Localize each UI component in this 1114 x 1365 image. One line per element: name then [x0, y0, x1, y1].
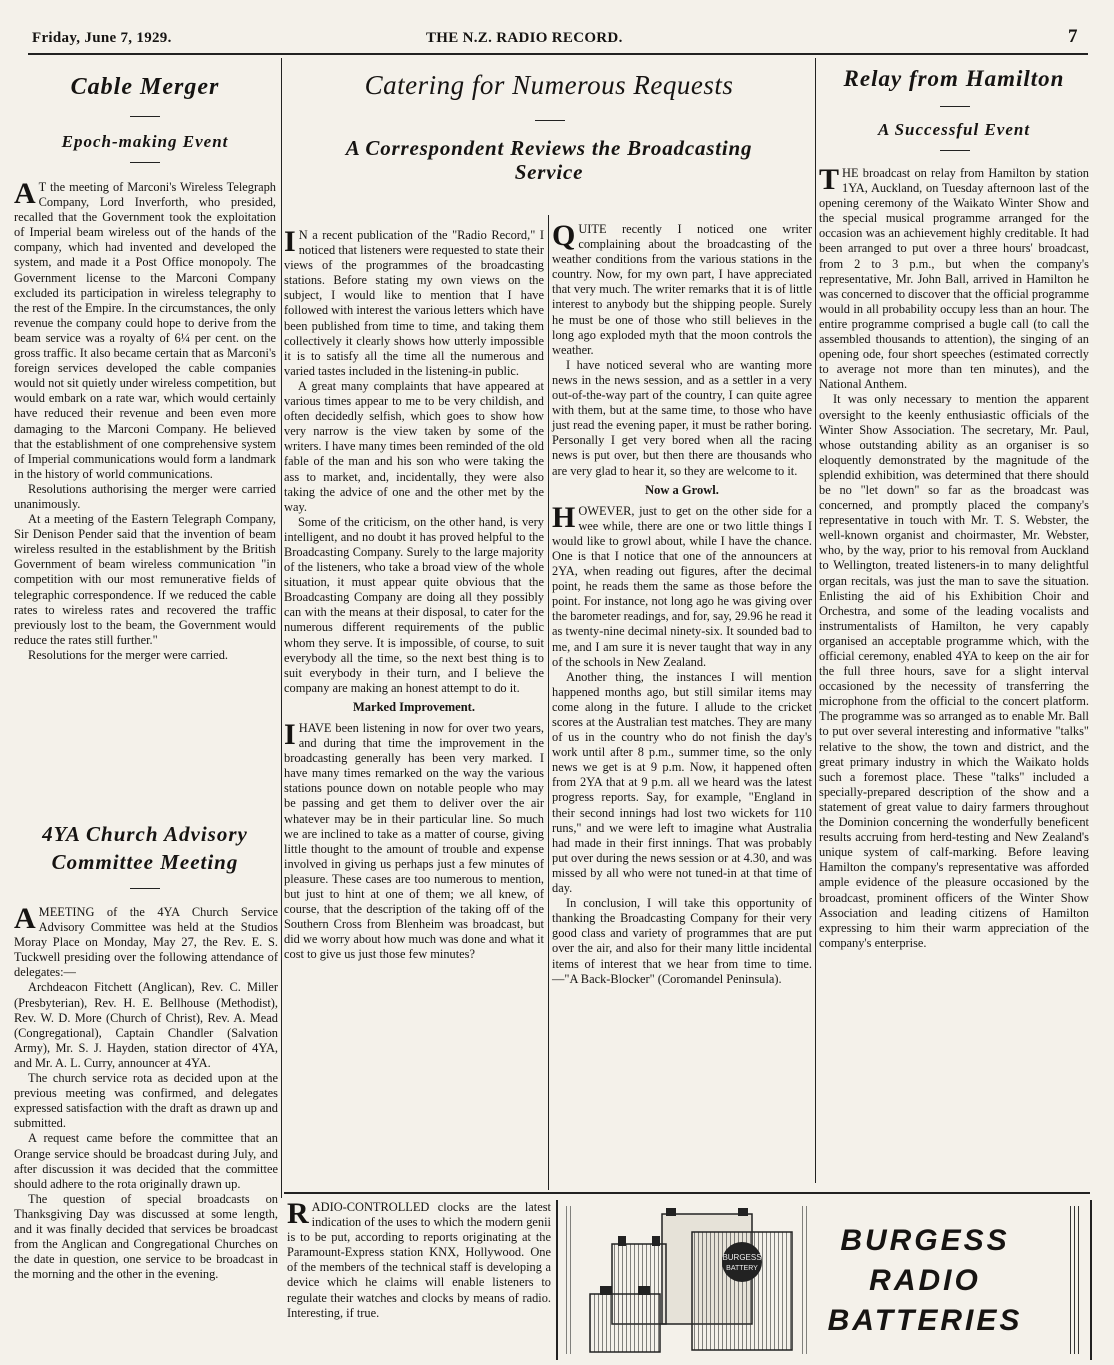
dropcap: I [284, 718, 296, 751]
dropcap: A [14, 902, 36, 935]
masthead-title: THE N.Z. RADIO RECORD. [426, 30, 623, 46]
battery-label-2: BATTERY [726, 1265, 758, 1272]
ad-line-1: BURGESS [840, 1224, 1010, 1257]
column-rule [815, 58, 816, 1183]
dropcap: R [287, 1197, 309, 1230]
dropcap: Q [552, 219, 576, 252]
battery-illustration [562, 1202, 812, 1358]
divider [940, 106, 970, 107]
catering-headline: Catering for Numerous Requests [364, 70, 734, 100]
ad-border-pattern [1070, 1206, 1082, 1354]
cable-merger-subheadline: Epoch-making Event [61, 132, 229, 151]
relay-subheadline: A Successful Event [877, 120, 1031, 139]
subheading: Marked Improvement. [353, 699, 475, 714]
ad-top-rule [284, 1192, 1090, 1194]
column-rule [548, 215, 549, 1190]
masthead-rule [28, 53, 1088, 55]
dropcap: A [14, 177, 36, 210]
divider [130, 888, 160, 889]
divider [535, 120, 565, 121]
ad-line-3: BATTERIES [827, 1304, 1023, 1337]
divider [130, 116, 160, 117]
dropcap: I [284, 225, 296, 258]
divider [940, 150, 970, 151]
divider [130, 162, 160, 163]
catering-subheadline-line2: Service [514, 160, 584, 184]
dropcap: T [819, 163, 840, 196]
cable-merger-headline: Cable Merger [70, 74, 220, 100]
dropcap: H [552, 500, 576, 534]
cable-merger-article: A T the meeting of Marconi's Wireless Telegraph Company, Lord Inverforth, who presided, recalled that the Government took the exploitation of Imperial beam wireless out of the hands of the company, which had invented and developed the system, and made it a Post Office monopoly. The Government license to the Marconi Company excluded its participation in wireless telegraphy to the rest of the Empire. In the circumstances, the only revenue the company could hope to derive from the beam service was a royalty of 6¼ per cent. on the gross traffic. It also became certain that as Marconi's foreign services developed the cable companies would not sit quietly under wireless competition, but would embark on a rate war, which would certainly have reduced their revenue and been even more damaging to the Marconi Company. He believed that the establishment of one comprehensive system of Imperial communications would form a landmark in the history of world communications. Resolutions authorising the merger were carried unanimously. At a meeting of the Eastern Telegraph Company, Sir Denison Pender said that the invention of beam wireless resulted in the establishment by the British Government of beam wireless communication "in competition with our most remunerative fields of telegraphic correspondence. If we reduced the cable rates to wireless rates and recovered the traffic previously lost to the beam, the Government would reduce the rates still further." Resolutions for the merger were carried. [14, 177, 276, 662]
ad-line-2: RADIO [869, 1264, 981, 1297]
page-number: 7 [1068, 26, 1078, 47]
relay-headline: Relay from Hamilton [843, 66, 1065, 91]
catering-left-column: I N a recent publication of the "Radio Record," I noticed that listeners were requested to state their views of the programmes of the broadcasting stations. Before stating my own views on the subject, I would like to mention that I have followed with interest the various letters which have been published from time to time, and taking them collectively it clearly shows how utterly impossible it is to satisfy all the time all the numerous and varied tastes included in the listening-in public. A great many complaints that have appeared at various times appear to me to be very childish, and often decidedly selfish, which goes to show how very narrow is the view taken by some of the writers. I have many times been reminded of the old fable of the man and his son who were taking the ass to market, and, incidentally, they were also taking the advice of one and the other met by the way. Some of the criticism, on the other hand, is very intelligent, and no doubt it has proved helpful to the Broadcasting Company. Surely to the large majority of the listeners, who take a broad view of the whole situation, it must appear quite obvious that the Broadcasting Company are doing all they possibly can with the means at their disposal, to cater for the numerous different requirements of the public whom they serve. It is impossible, of course, to suit everybody all the time, so the next best thing is to suit everybody in their turn, and I believe the company are making an honest attempt to do it. Marked Improvement. IHAVE been listening in now for over two years, and during that time the improvement in the broadcasting generally has been very marked. I have many times remarked on the way the various stations pounce down on notable people who may be passing and get them to deliver over the air whatever may be in their particular line. So much we are inclined to take as a matter of course, giving little thought to the amount of trouble and expense involved in giving us perhaps just a few minutes of pleasure. These cases are too numerous to mention, but just to hint at one of them; we all knew, of course, that the description of the taking off of the Southern Cross from Blenheim was broadcast, but did we worry about how much was done and what it cost to give us just those few minutes? [284, 225, 544, 962]
church-headline-line2: Committee Meeting [51, 850, 239, 874]
relay-article: THE broadcast on relay from Hamilton by station 1YA, Auckland, on Tuesday afternoon last of the opening ceremony of the Waikato Winter Show and the special musical programme arranged for the occasion was an achievement highly creditable. It had been arranged to put over a three hours' broadcast, from 2 to 3 p.m., but when the company's representative, Mr. John Ball, arrived in Hamilton he was concerned to discover that the official programme would in all probability occupy less than an hour. The entire programme comprised a bugle call (to call the assembled thousands to attention), the singing of an opening ode, four short speeches (estimated correctly to average not more than ten minutes), and the National Anthem. It was only necessary to mention the apparent oversight to the keenly enthusiastic officials of the Winter Show Association. The secretary, Mr. Paul, whose outstanding ability as an organiser is so eloquently demonstrated by the magnitude of the splendid exhibition, was determined that there should be no "let down" so far as the broadcast was concerned, and promptly placed the company's representative in touch with Mr. T. S. Webster, the well-known organist and choirmaster, Mr. Webster, who, by the way, prior to his removal from Auckland to Wellington, treated listeners-in to many delightful organ recitals, was just the man to save the situation. Enlisting the aid of his Exhibition Choir and Orchestra, and some of the leading vocalists and instrumentalists of Hamilton, he very capably organised an acceptable programme which, with the official ceremony, enabled 4YA to keep on the air for the full three hours, save for a slight interval occasioned by the necessity of transferring the microphone from the official to the concert platform. The programme was so arranged as to enable Mr. Ball to put over several interesting and informative "talks" relative to the show, the town and district, and the great primary industry in which the Waikato holds such a foremost place. These "talks" included a specially-prepared description of the show and a statement of great value to dairy farmers throughout the Dominion concerning the wonderfully beneficent results accruing from herd-testing and New Zealand's unique system of calf-marking. Before leaving Hamilton the company's representative was afforded ample evidence of the pleasure occasioned by the broadcast, prominent officers of the Winter Show Association and leading citizens of Hamilton expressing to him their warm appreciation of the company's enterprise. [819, 163, 1089, 950]
church-headline-line1: 4YA Church Advisory [42, 822, 248, 846]
subheading: Now a Growl. [645, 482, 719, 497]
column-rule [281, 58, 282, 1198]
church-article: AMEETING of the 4YA Church Service Advisory Committee was held at the Studios Moray Place on Monday, May 27, the Rev. E. S. Tuckwell presiding over the following attendance of delegates:— Archdeacon Fitchett (Anglican), Rev. C. Miller (Presbyterian), Rev. H. E. Bellhouse (Methodist), Rev. W. D. More (Church of Christ), Rev. A. Mead (Congregational), Captain Chandler (Salvation Army), Mr. S. J. Hayden, station director of 4YA, and Mr. A. L. Curry, announcer at 4YA. The church service rota as decided upon at the previous meeting was confirmed, and delegates expressed satisfaction with the draft as drawn up and submitted. A request came before the committee that an Orange service should be broadcast during July, and after discussion it was decided that the committee should adhere to the rota originally drawn up. The question of special broadcasts on Thanksgiving Day was discussed at some length, and it was finally decided that services be broadcast from the Anglican and Congregational Churches on the date in question, one service to be broadcast in the morning and the other in the evening. [14, 902, 278, 1282]
burgess-ad [556, 1200, 1092, 1360]
catering-subheadline-line1: A Correspondent Reviews the Broadcasting [345, 136, 753, 160]
battery-label-1: BURGESS [722, 1253, 762, 1262]
catering-right-column: QUITE recently I noticed one writer complaining about the broadcasting of the weather conditions from the various stations in the country. Now, for my own part, I have appreciated that very much. The writer remarks that it is of little interest to anybody but the shipping people. Surely he must be one of those who still believes in the long ago exploded myth that the moon controls the weather. I have noticed several who are wanting more news in the news session, and as a settler in a very out-of-the-way part of the country, I can quite agree with them, but at the same time, to those who have just read the evening paper, it must be rather boring. Personally I get very bored when all the racing news is put over, but then there are thousands who are very glad to hear it, so they are welcome to it. Now a Growl. HOWEVER, just to get on the other side for a wee while, there are one or two little things I would like to growl about, while I have the chance. One is that I notice that one of the announcers at 2YA, when reading out figures, after the decimal point, he reads them the same as those before the point. For instance, not long ago he was giving over the barometer readings, and for, say, 29.96 he read it as twenty-nine decimal ninety-six. It sounded bad to me, and I am sure it is never taught that way in any of the schools in New Zealand. Another thing, the instances I will mention happened months ago, but still similar items may come along in the future. I allude to the cricket scores at the Australian test matches. They are many of us in the country who do not finish the day's work until after 8 p.m., summer time, so the only news we get is at 9 p.m. Now, it happened often from 2YA that at 9 p.m. all we heard was the latest progress reports. Say, for example, "England in their second innings had lost two wickets for 110 runs," and we were left to imagine what Australia had made in their first innings. That was probably put over during the news session or at 4.30, and was missed by all who were not tuned-in at that time of day. In conclusion, I will take this opportunity of thanking the Broadcasting Company for their very good class and variety of programmes that are put over the air, and also for their many little incidental items of interest that we hear from time to time.—"A Back-Blocker" (Coromandel Peninsula). [552, 219, 812, 986]
clocks-article: RADIO-CONTROLLED clocks are the latest indication of the uses to which the modern genii is to be put, according to reports originating at the Paramount-Express station KNX, Hollywood. One of the members of the technical staff is developing a device which he claims will enable listeners to regulate their watches and clocks by means of radio. Interesting, if true. [287, 1197, 551, 1320]
masthead-date: Friday, June 7, 1929. [32, 30, 172, 46]
